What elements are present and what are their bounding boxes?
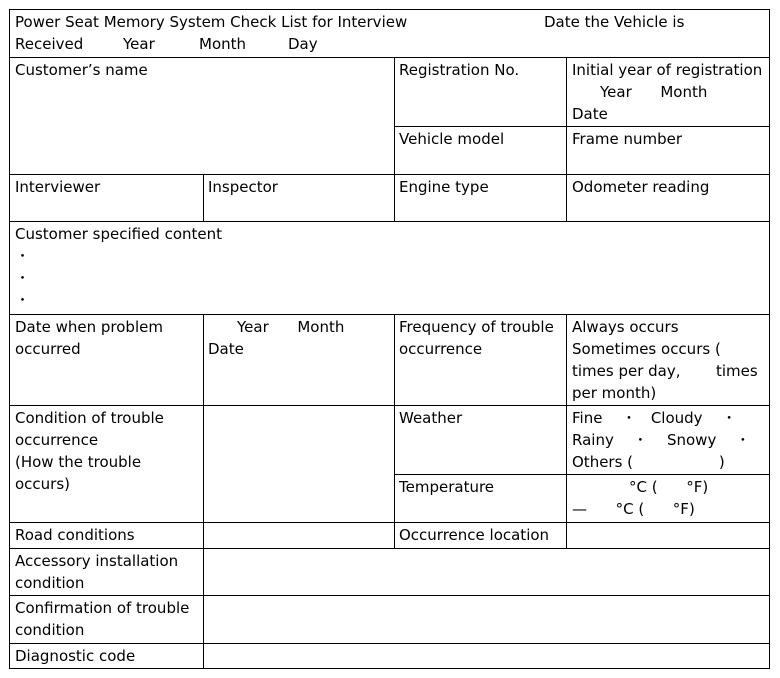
received-year-label: Year: [123, 35, 155, 53]
frequency-label-1: Frequency of trouble: [399, 318, 554, 336]
border-bottom: [9, 668, 770, 669]
always-occurs-option: Always occurs: [572, 318, 679, 336]
frame-number-label: Frame number: [572, 130, 683, 148]
divider-col-3b: [394, 314, 395, 548]
row-line-2: [9, 174, 770, 175]
weather-options-1: Fine ・ Cloudy ・: [572, 409, 737, 427]
content-bullet-2: ・: [15, 269, 31, 287]
content-bullet-1: ・: [15, 247, 31, 265]
customer-content-label: Customer specified content: [15, 225, 223, 243]
confirmation-label-1: Confirmation of trouble: [15, 599, 190, 617]
row-line-4: [9, 314, 770, 315]
frequency-label-2: occurrence: [399, 340, 483, 358]
interviewer-label: Interviewer: [15, 178, 101, 196]
divider-col-3: [394, 57, 395, 221]
engine-type-label: Engine type: [399, 178, 489, 196]
accessory-label-1: Accessory installation: [15, 552, 179, 570]
weather-options-3: Others ( ): [572, 453, 725, 471]
received-month-label: Month: [199, 35, 247, 53]
row-line-5b: [394, 474, 770, 475]
confirmation-label-2: condition: [15, 621, 85, 639]
condition-label-3: (How the trouble: [15, 453, 142, 471]
row-line-1b: [394, 126, 770, 127]
form-title: Power Seat Memory System Check List for Interview: [15, 13, 408, 31]
divider-col-4b: [566, 314, 567, 548]
row-line-6: [9, 522, 770, 523]
condition-label-4: occurs): [15, 475, 71, 493]
date-problem-date: Date: [208, 340, 244, 358]
border-top: [9, 9, 770, 10]
divider-col-2b: [203, 314, 204, 668]
weather-options-2: Rainy ・ Snowy ・: [572, 431, 751, 449]
vehicle-model-label: Vehicle model: [399, 130, 505, 148]
registration-no-label: Registration No.: [399, 61, 520, 79]
date-received-label: Date the Vehicle is: [544, 13, 685, 31]
row-line-8: [9, 595, 770, 596]
per-month: per month): [572, 384, 657, 402]
row-line-1: [9, 57, 770, 58]
sometimes-occurs-option: Sometimes occurs (: [572, 340, 721, 358]
condition-label-1: Condition of trouble: [15, 409, 164, 427]
date-problem-label-1: Date when problem: [15, 318, 163, 336]
temperature-line-2: — °C ( °F): [572, 500, 695, 518]
inspector-label: Inspector: [208, 178, 278, 196]
temperature-line-1: °C ( °F): [629, 478, 709, 496]
received-label: Received: [15, 35, 84, 53]
condition-label-2: occurrence: [15, 431, 99, 449]
customer-name-label: Customer’s name: [15, 61, 148, 79]
row-line-9: [9, 643, 770, 644]
initial-registration-date: Date: [572, 105, 608, 123]
row-line-5: [9, 405, 770, 406]
border-right: [769, 9, 770, 668]
weather-label: Weather: [399, 409, 463, 427]
date-problem-year-month: Year Month: [237, 318, 345, 336]
odometer-label: Odometer reading: [572, 178, 710, 196]
divider-col-2: [203, 174, 204, 221]
occurrence-location-label: Occurrence location: [399, 526, 550, 544]
row-line-7: [9, 548, 770, 549]
received-day-label: Day: [288, 35, 318, 53]
row-line-3: [9, 221, 770, 222]
initial-registration-year-month: Year Month: [600, 83, 708, 101]
accessory-label-2: condition: [15, 574, 85, 592]
road-conditions-label: Road conditions: [15, 526, 135, 544]
initial-registration-label: Initial year of registration: [572, 61, 763, 79]
divider-col-4: [566, 57, 567, 221]
temperature-label: Temperature: [399, 478, 495, 496]
diagnostic-code-label: Diagnostic code: [15, 647, 136, 665]
times-per-day: times per day,: [572, 362, 681, 380]
content-bullet-3: ・: [15, 291, 31, 309]
date-problem-label-2: occurred: [15, 340, 81, 358]
border-left: [9, 9, 10, 668]
times-label: times: [716, 362, 758, 380]
